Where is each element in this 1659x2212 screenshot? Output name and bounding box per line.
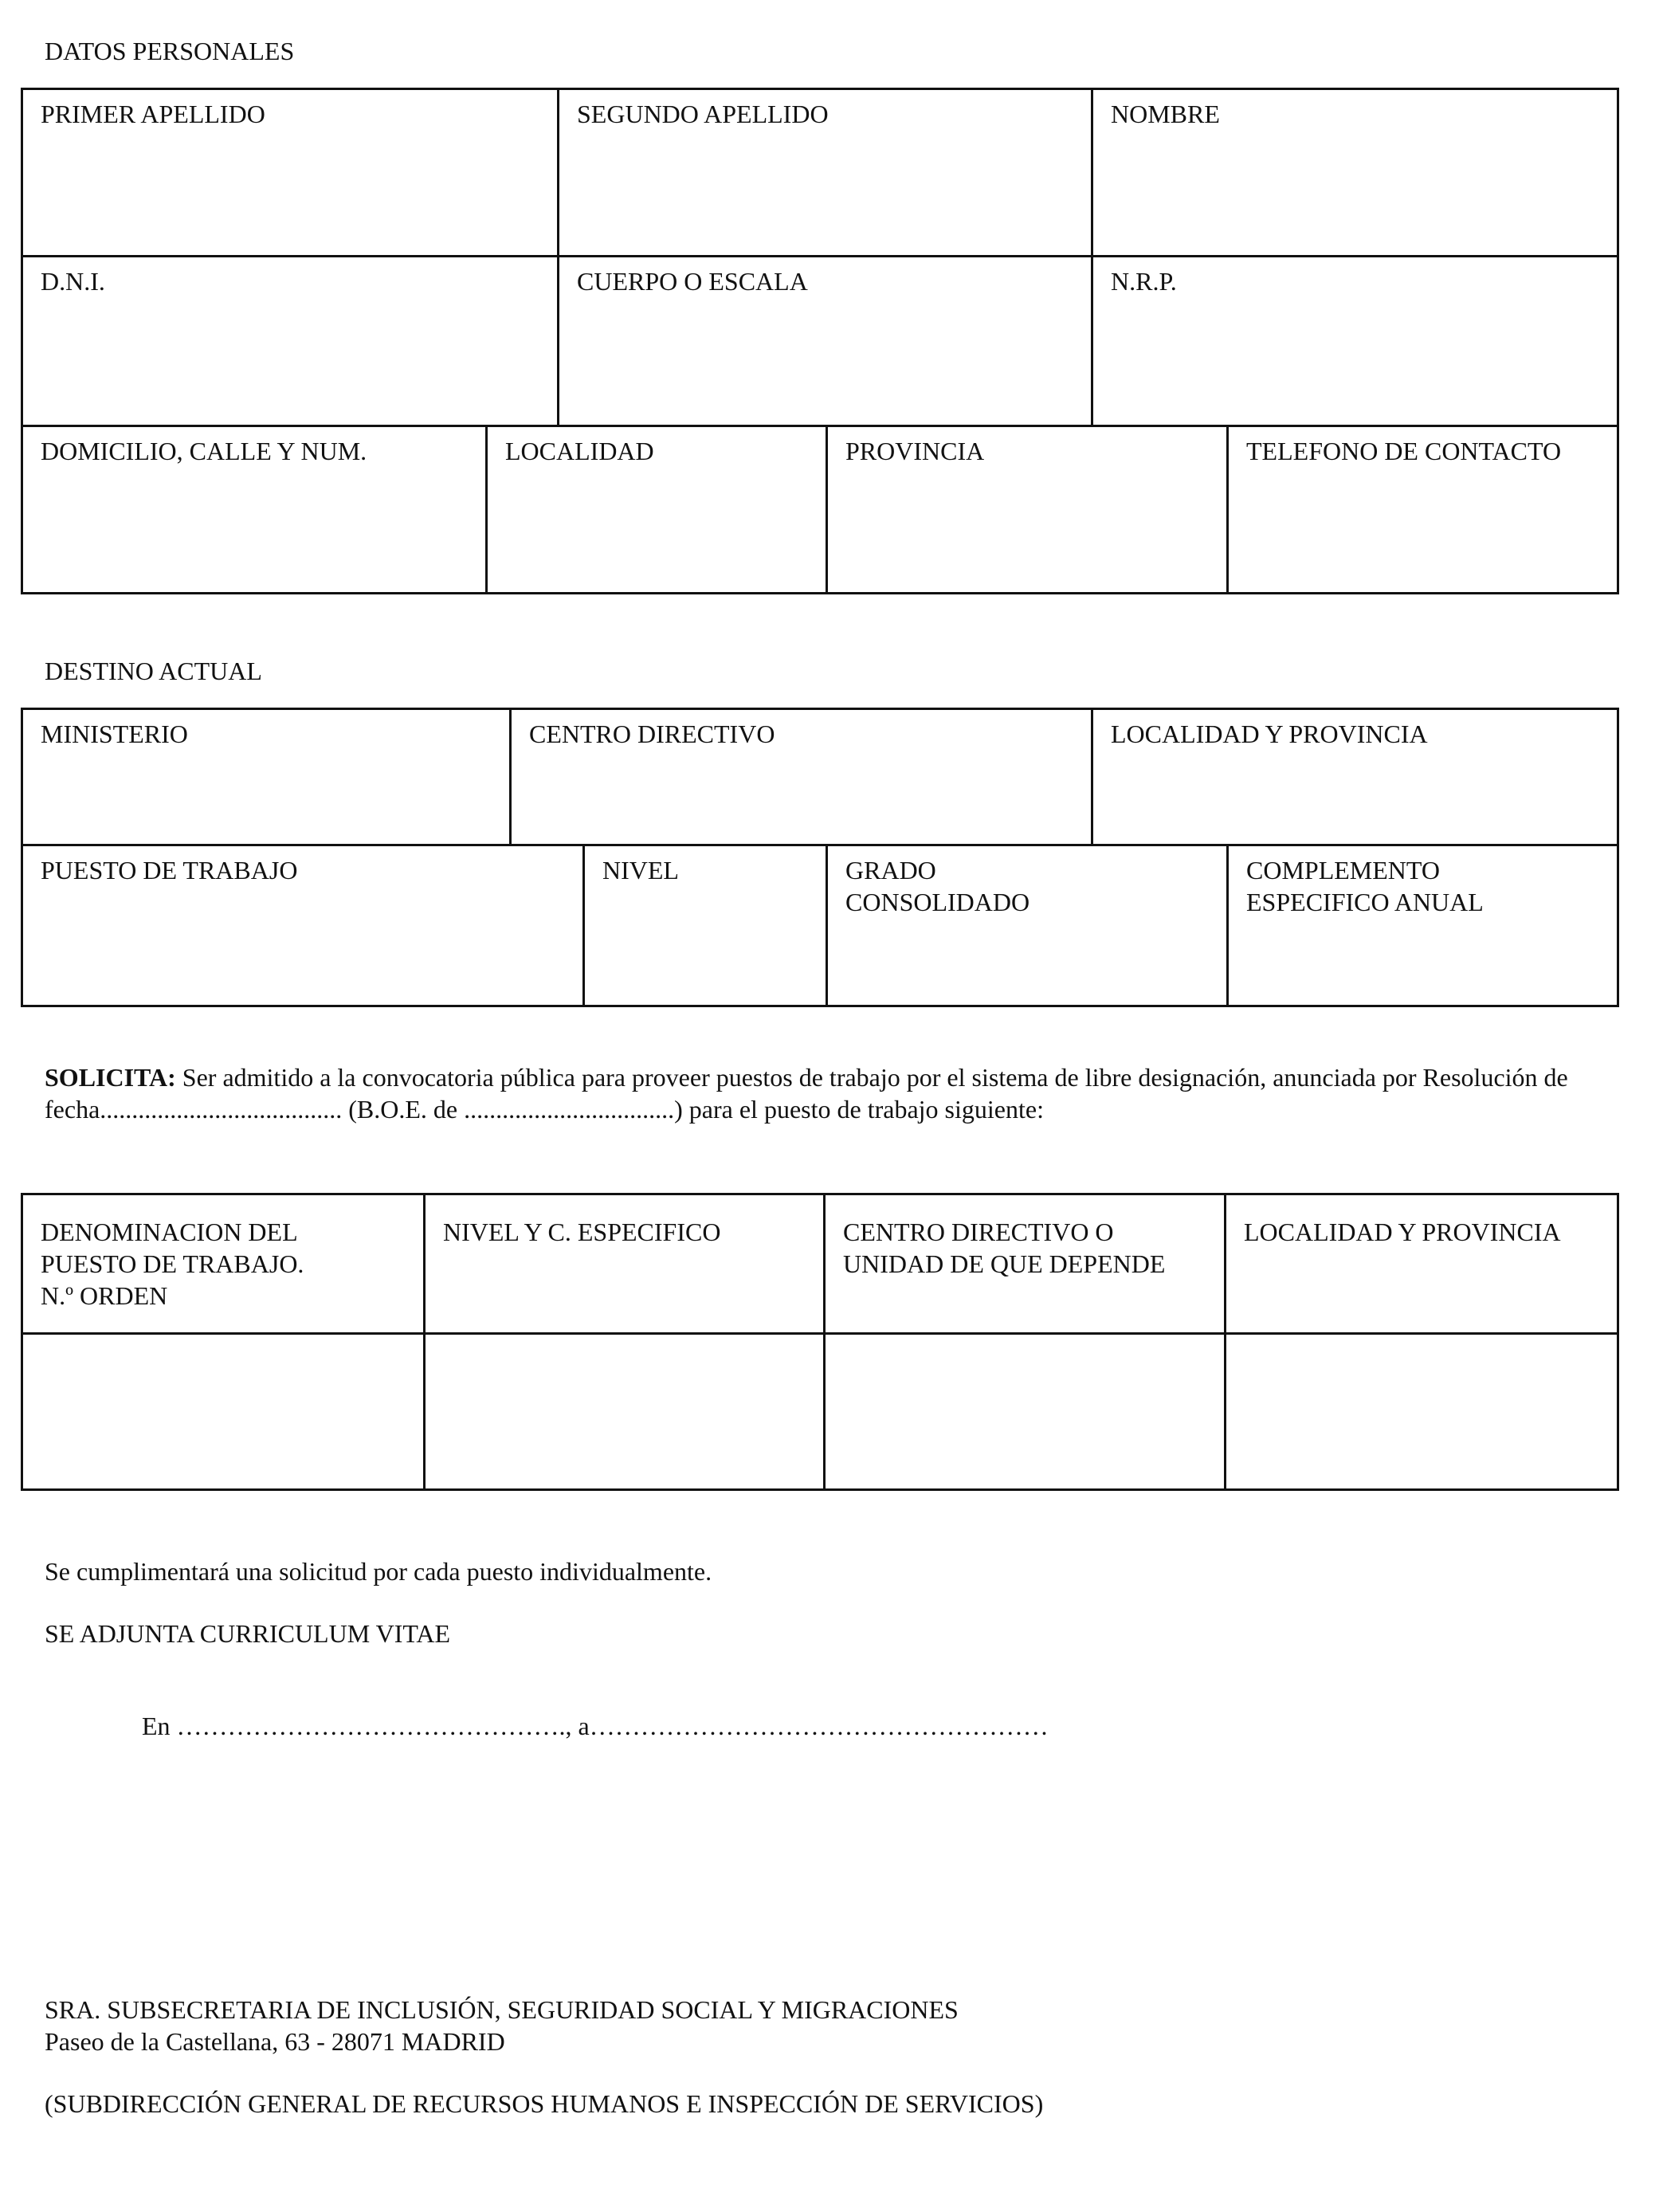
table-row: [23, 844, 1617, 1005]
ministerio-field[interactable]: MINISTERIO: [41, 720, 188, 748]
nivel-c-especifico-field[interactable]: [423, 1335, 823, 1488]
table-row: [23, 90, 1617, 255]
nombre-field[interactable]: NOMBRE: [1091, 90, 1617, 255]
puesto-trabajo-field[interactable]: PUESTO DE TRABAJO: [41, 856, 298, 884]
addressee-line-2: Paseo de la Castellana, 63 - 28071 MADRID: [45, 2027, 505, 2056]
telefono-field[interactable]: TELEFONO DE CONTACTO: [1226, 427, 1617, 592]
localidad-provincia-field[interactable]: LOCALIDAD Y PROVINCIA: [1091, 710, 1617, 844]
nivel-field[interactable]: NIVEL: [582, 846, 826, 1005]
datos-personales-title: DATOS PERSONALES: [45, 37, 295, 65]
centro-directivo-unidad-field[interactable]: [823, 1335, 1224, 1488]
table-row: [23, 710, 1617, 844]
denominacion-field[interactable]: [23, 1335, 423, 1488]
complemento-especifico-field[interactable]: COMPLEMENTO ESPECIFICO ANUAL: [1226, 846, 1617, 1005]
grado-consolidado-field[interactable]: GRADO CONSOLIDADO: [826, 846, 1226, 1005]
centro-directivo-header: CENTRO DIRECTIVO O UNIDAD DE QUE DEPENDE: [823, 1195, 1224, 1332]
centro-directivo-field[interactable]: CENTRO DIRECTIVO: [509, 710, 1091, 844]
table-row: [23, 425, 1617, 592]
curriculum-note: SE ADJUNTA CURRICULUM VITAE: [45, 1619, 450, 1648]
nivel-c-especifico-header: NIVEL Y C. ESPECIFICO: [423, 1195, 823, 1332]
place-date-line[interactable]: En ………………………………………., a………………………………………………: [142, 1712, 1049, 1740]
table-row: [23, 255, 1617, 425]
solicita-text: Ser admitido a la convocatoria pública para proveer puestos de trabajo por el sistema de libre designación, anunciada por Resolución de fecha...................................... (B.O.E. de .................................) para el puesto de trabajo siguiente:: [45, 1063, 1568, 1124]
solicita-paragraph: [45, 1061, 1646, 1125]
provincia-field[interactable]: PROVINCIA: [826, 427, 1226, 592]
segundo-apellido-field[interactable]: SEGUNDO APELLIDO: [557, 90, 1091, 255]
localidad-field[interactable]: LOCALIDAD: [485, 427, 826, 592]
localidad-provincia-header: LOCALIDAD Y PROVINCIA: [1224, 1195, 1617, 1332]
primer-apellido-field[interactable]: PRIMER APELLIDO: [41, 100, 265, 128]
table-row: [23, 1332, 1617, 1488]
nrp-field[interactable]: N.R.P.: [1091, 257, 1617, 425]
addressee-line-1: SRA. SUBSECRETARIA DE INCLUSIÓN, SEGURIDAD SOCIAL Y MIGRACIONES: [45, 1995, 959, 2024]
table-header-row: [23, 1195, 1617, 1332]
one-per-post-note: Se cumplimentará una solicitud por cada puesto individualmente.: [45, 1557, 712, 1586]
destino-actual-table: [21, 708, 1619, 1007]
localidad-provincia-solicitada-field[interactable]: [1224, 1335, 1617, 1488]
puesto-solicitado-table: [21, 1193, 1619, 1491]
cuerpo-escala-field[interactable]: CUERPO O ESCALA: [557, 257, 1091, 425]
datos-personales-table: [21, 88, 1619, 594]
domicilio-field[interactable]: DOMICILIO, CALLE Y NUM.: [41, 437, 367, 465]
destino-actual-title: DESTINO ACTUAL: [45, 657, 262, 685]
addressee-line-3: (SUBDIRECCIÓN GENERAL DE RECURSOS HUMANOS E INSPECCIÓN DE SERVICIOS): [45, 2089, 1044, 2118]
denominacion-header: DENOMINACION DEL PUESTO DE TRABAJO. N.º ORDEN: [41, 1218, 304, 1310]
solicita-label: SOLICITA:: [45, 1063, 176, 1092]
dni-field[interactable]: D.N.I.: [41, 267, 105, 296]
